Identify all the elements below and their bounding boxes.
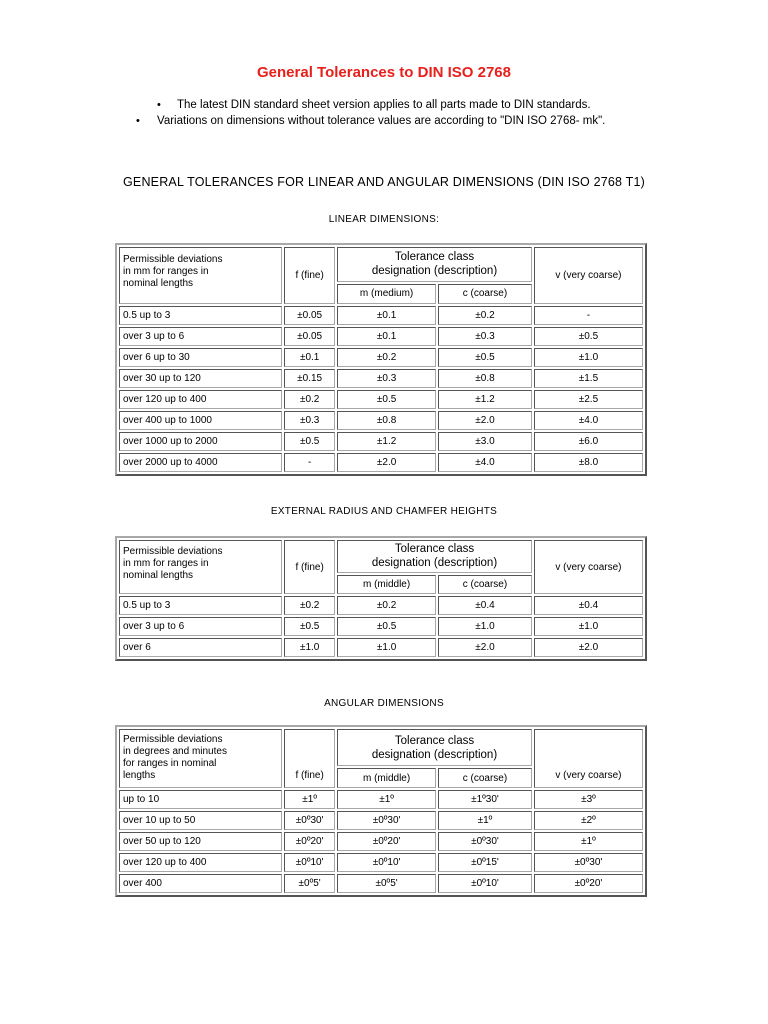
- very-coarse-cell: ±1.0: [534, 348, 643, 367]
- fine-cell: ±0.15: [284, 369, 335, 388]
- coarse-cell: ±2.0: [438, 638, 532, 657]
- table-row: [119, 453, 643, 472]
- table-row: [119, 790, 643, 809]
- medium-cell: ±0.2: [337, 348, 436, 367]
- coarse-cell: ±2.0: [438, 411, 532, 430]
- linear-heading: LINEAR DIMENSIONS:: [328, 214, 440, 225]
- table-row: [119, 832, 643, 851]
- coarse-cell: ±1º: [438, 811, 532, 830]
- very-coarse-cell: ±6.0: [534, 432, 643, 451]
- radius-chamfer-table: [115, 536, 647, 661]
- medium-cell: ±0.1: [337, 327, 436, 346]
- middle-header: m (middle): [337, 768, 436, 788]
- table-row: [119, 596, 643, 615]
- table-row: [119, 432, 643, 451]
- coarse-cell: ±0.3: [438, 327, 532, 346]
- fine-cell: ±0.3: [284, 411, 335, 430]
- table-row: [119, 874, 643, 893]
- table-header-row: [119, 540, 643, 573]
- range-cell: over 400 up to 1000: [119, 411, 282, 430]
- coarse-header: c (coarse): [438, 575, 532, 594]
- table-header-row: [119, 247, 643, 282]
- table-row: [119, 390, 643, 409]
- range-cell: over 1000 up to 2000: [119, 432, 282, 451]
- angular-heading: ANGULAR DIMENSIONS: [324, 698, 444, 709]
- medium-cell: ±0º30': [337, 811, 436, 830]
- medium-cell: ±2.0: [337, 453, 436, 472]
- medium-cell: ±0.5: [337, 617, 436, 636]
- table-row: [119, 327, 643, 346]
- fine-cell: ±0.5: [284, 432, 335, 451]
- range-cell: 0.5 up to 3: [119, 306, 282, 325]
- very-coarse-cell: ±0º20': [534, 874, 643, 893]
- range-cell: over 30 up to 120: [119, 369, 282, 388]
- middle-header: m (middle): [337, 575, 436, 594]
- coarse-cell: ±1º30': [438, 790, 532, 809]
- tolerance-class-header: Tolerance class designation (description): [337, 247, 532, 282]
- range-cell: over 6: [119, 638, 282, 657]
- bullet-item: • The latest DIN standard sheet version applies to all parts made to DIN standards.: [157, 99, 591, 111]
- very-coarse-cell: ±1º: [534, 832, 643, 851]
- fine-cell: ±0.2: [284, 596, 335, 615]
- fine-cell: ±0.05: [284, 306, 335, 325]
- very-coarse-header: v (very coarse): [534, 540, 643, 594]
- medium-header: m (medium): [337, 284, 436, 305]
- very-coarse-cell: ±2º: [534, 811, 643, 830]
- range-cell: 0.5 up to 3: [119, 596, 282, 615]
- range-cell: over 3 up to 6: [119, 327, 282, 346]
- range-cell: over 2000 up to 4000: [119, 453, 282, 472]
- medium-cell: ±0º10': [337, 853, 436, 872]
- medium-cell: ±0.5: [337, 390, 436, 409]
- coarse-cell: ±0º30': [438, 832, 532, 851]
- range-cell: over 50 up to 120: [119, 832, 282, 851]
- fine-cell: -: [284, 453, 335, 472]
- range-cell: over 120 up to 400: [119, 390, 282, 409]
- tolerance-class-header: Tolerance class designation (description): [337, 729, 532, 766]
- tolerance-class-header: Tolerance class designation (description): [337, 540, 532, 573]
- very-coarse-cell: ±0.5: [534, 327, 643, 346]
- fine-cell: ±1.0: [284, 638, 335, 657]
- coarse-cell: ±0.8: [438, 369, 532, 388]
- table-row: [119, 348, 643, 367]
- range-cell: over 6 up to 30: [119, 348, 282, 367]
- bullet-item: • Variations on dimensions without tolerance values are according to "DIN ISO 2768- mk".: [136, 115, 606, 127]
- bullet-dot-icon: •: [136, 115, 140, 127]
- very-coarse-cell: ±1.0: [534, 617, 643, 636]
- medium-cell: ±1.2: [337, 432, 436, 451]
- very-coarse-cell: ±8.0: [534, 453, 643, 472]
- bullet-list: [0, 97, 768, 129]
- range-cell: up to 10: [119, 790, 282, 809]
- fine-cell: ±0º20': [284, 832, 335, 851]
- coarse-cell: ±0.2: [438, 306, 532, 325]
- fine-cell: ±0º10': [284, 853, 335, 872]
- coarse-cell: ±0.5: [438, 348, 532, 367]
- very-coarse-header: v (very coarse): [534, 247, 643, 304]
- very-coarse-cell: ±3º: [534, 790, 643, 809]
- coarse-cell: ±3.0: [438, 432, 532, 451]
- table-row: [119, 617, 643, 636]
- fine-header: f (fine): [284, 540, 335, 594]
- medium-cell: ±0.2: [337, 596, 436, 615]
- radius-heading: EXTERNAL RADIUS AND CHAMFER HEIGHTS: [270, 506, 498, 517]
- coarse-cell: ±0º10': [438, 874, 532, 893]
- main-heading: GENERAL TOLERANCES FOR LINEAR AND ANGULAR DIMENSIONS (DIN ISO 2768 T1): [122, 175, 645, 189]
- very-coarse-cell: ±0º30': [534, 853, 643, 872]
- medium-cell: ±1º: [337, 790, 436, 809]
- table-row: [119, 369, 643, 388]
- permissible-deviations-header: Permissible deviations in degrees and minutes for ranges in nominal lengths: [119, 729, 282, 788]
- very-coarse-cell: -: [534, 306, 643, 325]
- bullet-dot-icon: •: [157, 99, 161, 111]
- range-cell: over 3 up to 6: [119, 617, 282, 636]
- fine-cell: ±0.05: [284, 327, 335, 346]
- medium-cell: ±1.0: [337, 638, 436, 657]
- coarse-header: c (coarse): [438, 768, 532, 788]
- fine-cell: ±1º: [284, 790, 335, 809]
- very-coarse-cell: ±4.0: [534, 411, 643, 430]
- very-coarse-header: v (very coarse): [534, 729, 643, 788]
- fine-cell: ±0.1: [284, 348, 335, 367]
- medium-cell: ±0º5': [337, 874, 436, 893]
- fine-cell: ±0º5': [284, 874, 335, 893]
- coarse-header: c (coarse): [438, 284, 532, 305]
- coarse-cell: ±1.0: [438, 617, 532, 636]
- range-cell: over 120 up to 400: [119, 853, 282, 872]
- fine-cell: ±0º30': [284, 811, 335, 830]
- medium-cell: ±0.8: [337, 411, 436, 430]
- fine-header: f (fine): [284, 247, 335, 304]
- table-header-row: [119, 729, 643, 766]
- range-cell: over 10 up to 50: [119, 811, 282, 830]
- permissible-deviations-header: Permissible deviations in mm for ranges in nominal lengths: [119, 540, 282, 594]
- table-row: [119, 638, 643, 657]
- coarse-cell: ±4.0: [438, 453, 532, 472]
- table-row: [119, 853, 643, 872]
- fine-header: f (fine): [284, 729, 335, 788]
- page-title: General Tolerances to DIN ISO 2768: [257, 64, 511, 81]
- medium-cell: ±0.3: [337, 369, 436, 388]
- fine-cell: ±0.2: [284, 390, 335, 409]
- medium-cell: ±0.1: [337, 306, 436, 325]
- permissible-deviations-header: Permissible deviations in mm for ranges in nominal lengths: [119, 247, 282, 304]
- linear-dimensions-table: [115, 243, 647, 476]
- table-row: [119, 411, 643, 430]
- range-cell: over 400: [119, 874, 282, 893]
- table-row: [119, 306, 643, 325]
- very-coarse-cell: ±2.0: [534, 638, 643, 657]
- fine-cell: ±0.5: [284, 617, 335, 636]
- angular-dimensions-table: [115, 725, 647, 897]
- coarse-cell: ±1.2: [438, 390, 532, 409]
- table-row: [119, 811, 643, 830]
- very-coarse-cell: ±1.5: [534, 369, 643, 388]
- medium-cell: ±0º20': [337, 832, 436, 851]
- very-coarse-cell: ±0.4: [534, 596, 643, 615]
- very-coarse-cell: ±2.5: [534, 390, 643, 409]
- coarse-cell: ±0.4: [438, 596, 532, 615]
- coarse-cell: ±0º15': [438, 853, 532, 872]
